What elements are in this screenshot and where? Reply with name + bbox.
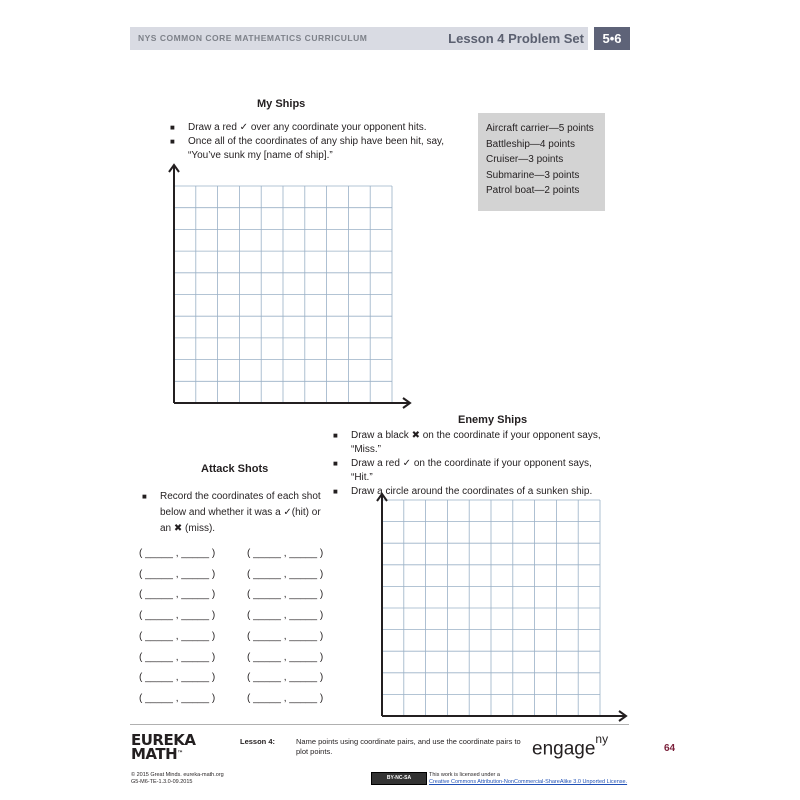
coordinate-pair-blank[interactable]: ( _____ , _____ ) [247,589,324,601]
attack-shots-title: Attack Shots [201,463,269,475]
my-ships-title: My Ships [257,98,306,110]
coordinate-pair-blank[interactable]: ( _____ , _____ ) [139,651,216,663]
bullet-icon: ■ [333,431,338,440]
coordinate-pair-blank[interactable]: ( _____ , _____ ) [247,630,324,642]
footer-divider [130,724,629,725]
coordinate-pair-blank[interactable]: ( _____ , _____ ) [139,692,216,704]
bullet-icon: ■ [142,492,147,501]
coordinate-pair-blank[interactable]: ( _____ , _____ ) [139,630,216,642]
enemy-ships-title: Enemy Ships [458,414,528,426]
points-submarine: Submarine—3 points [486,169,580,181]
coordinate-pair-blank[interactable]: ( _____ , _____ ) [139,610,216,622]
points-battleship: Battleship—4 points [486,138,575,150]
enemy-ships-grid[interactable] [372,492,632,726]
bullet-icon: ■ [333,459,338,468]
coordinate-pair-blank[interactable]: ( _____ , _____ ) [139,548,216,559]
points-cruiser: Cruiser—3 points [486,154,564,165]
ship-points-box [478,113,605,211]
coordinate-pair-blank[interactable]: ( _____ , _____ ) [139,568,216,580]
bullet-icon: ■ [170,137,175,146]
curriculum-label: NYS COMMON CORE MATHEMATICS CURRICULUM [138,33,368,43]
bullet-icon: ■ [333,487,338,496]
eureka-math-logo: EUREKA MATH™ [131,731,196,763]
points-aircraft-carrier: Aircraft carrier—5 points [486,123,594,134]
footer-lesson-label: Lesson 4: [240,737,276,746]
coordinate-pair-blank[interactable]: ( _____ , _____ ) [247,610,324,622]
creative-commons-badge-icon: BY-NC-SA [371,772,427,785]
coordinate-pair-blank[interactable]: ( _____ , _____ ) [247,568,324,580]
coordinate-pair-blank[interactable]: ( _____ , _____ ) [247,672,324,684]
coordinate-pair-blank[interactable]: ( _____ , _____ ) [247,692,324,704]
my-ships-grid[interactable] [164,160,416,416]
engageny-logo: engage$^{ny}$ [532,732,609,760]
grade-badge: 5•6 [594,27,630,50]
points-patrol-boat: Patrol boat—2 points [486,185,580,196]
coordinate-pair-blank[interactable]: ( _____ , _____ ) [139,672,216,684]
lesson-title: Lesson 4 Problem Set [448,31,584,46]
coordinate-pair-blank[interactable]: ( _____ , _____ ) [247,651,324,663]
coordinate-pair-blank[interactable]: ( _____ , _____ ) [139,589,216,601]
bullet-icon: ■ [170,123,175,132]
copyright: © 2015 Great Minds. eureka-math.org G5-M6-TE-1.3.0-09.2015 [131,772,224,785]
footer-lesson-description: Name points using coordinate pairs, and use the coordinate pairs to plot points. [296,737,521,756]
page-number: 64 [664,743,676,754]
coordinate-pair-blank[interactable]: ( _____ , _____ ) [247,548,324,559]
license-link[interactable]: Creative Commons Attribution-NonCommercial-ShareAlike 3.0 Unported License. [429,779,628,785]
license-text: This work is licensed under a Creative Commons Attribution-NonCommercial-ShareAlike 3.0 Unported License. [429,772,628,785]
